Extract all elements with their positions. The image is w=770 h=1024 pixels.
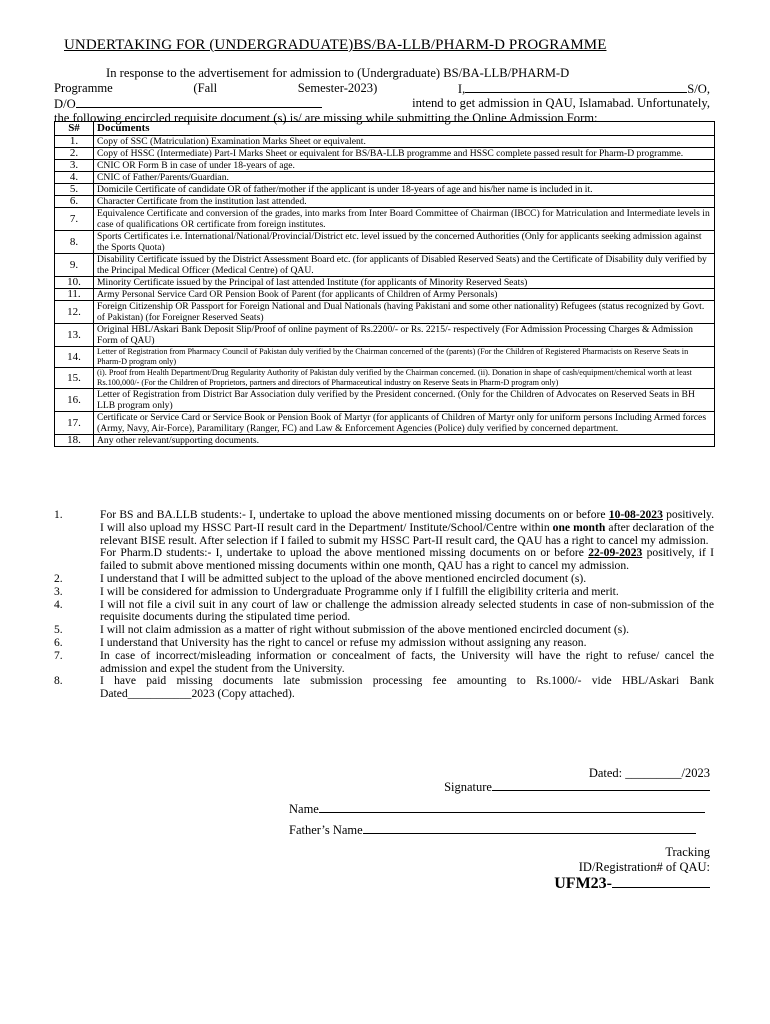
intro-semester: Semester-2023)	[297, 81, 378, 95]
intro-i: I,	[457, 82, 466, 96]
pharmd-deadline-date: 22-09-2023	[588, 546, 643, 560]
table-row	[55, 254, 715, 277]
table-row	[55, 289, 715, 301]
undertaking-item	[54, 650, 714, 676]
tracking-label-2: ID/Registration# of QAU:	[578, 860, 710, 874]
table-header-row	[55, 122, 715, 136]
undertaking-number: 7.	[54, 648, 63, 662]
row-number[interactable]: 1.	[55, 136, 94, 148]
undertaking-text: I understand that I will be admitted subject to the upload of the above mentioned encircled document (s).	[100, 571, 587, 585]
signature-label: Signature	[444, 780, 492, 794]
ufm-label: UFM23-	[554, 875, 612, 892]
row-document-text: Copy of HSSC (Intermediate) Part-I Marks Sheet or equivalent for BS/BA-LLB programme and HSSC complete passed result for Pharm-D programme.	[94, 148, 715, 160]
row-document-text: CNIC of Father/Parents/Guardian.	[94, 172, 715, 184]
row-number[interactable]: 2.	[55, 148, 94, 160]
row-number[interactable]: 4.	[55, 172, 94, 184]
table-row	[55, 231, 715, 254]
row-document-text: Original HBL/Askari Bank Deposit Slip/Proof of online payment of Rs.2200/- or Rs. 2215/- respectively (For Admission Processing Charges & Admission Form of QAU)	[94, 324, 715, 347]
row-number[interactable]: 16.	[55, 389, 94, 412]
row-number[interactable]: 17.	[55, 412, 94, 435]
table-row	[55, 277, 715, 289]
header-documents: Documents	[94, 122, 715, 136]
row-number[interactable]: 10.	[55, 277, 94, 289]
intro-line-4: the following encircled requisite document (s) is/ are missing while submitting the Online Admission Form:	[54, 111, 598, 125]
undertaking-number: 5.	[54, 623, 63, 637]
undertaking-text: positively, if I failed to submit above mentioned missing documents within one month, QAU has a right to cancel my admission.	[100, 546, 715, 573]
undertaking-number: 1.	[54, 508, 63, 521]
undertaking-text: I understand that University has the right to cancel or refuse my admission without assigning any reason.	[100, 635, 587, 649]
row-document-text: Foreign Citizenship OR Passport for Foreign National and Dual Nationals (having Pakistani and some other nationality) Refugees (status recognized by Govt. of Pakistan) (for Foreigner Reserved Seats)	[94, 301, 715, 324]
row-document-text: Equivalence Certificate and conversion of the grades, into marks from Inter Board Committee of Chairman (IBCC) for Matriculation and Intermediate levels in case of qualifications OR certificate from foreign institutes.	[94, 208, 715, 231]
row-number[interactable]: 11.	[55, 289, 94, 301]
row-document-text: Minority Certificate issued by the Principal of last attended Institute (for applicants of Minority Reserved Seats)	[94, 277, 715, 289]
undertaking-item	[54, 509, 714, 547]
one-month-emphasis: one month	[552, 520, 606, 534]
table-row	[55, 172, 715, 184]
row-number[interactable]: 6.	[55, 196, 94, 208]
row-number[interactable]: 9.	[55, 254, 94, 277]
bs-deadline-date: 10-08-2023	[608, 508, 663, 521]
undertaking-item-pharmd	[54, 547, 714, 573]
table-row	[55, 412, 715, 435]
table-row	[55, 208, 715, 231]
intro-so: S/O,	[687, 82, 710, 96]
table-row	[55, 148, 715, 160]
table-row	[55, 435, 715, 447]
dated-field[interactable]: Dated: _________/2023	[588, 766, 710, 780]
applicant-name-blank[interactable]	[465, 81, 687, 93]
intro-line-3: intend to get admission in QAU, Islamabad. Unfortunately,	[412, 96, 710, 110]
header-sn: S#	[55, 122, 94, 136]
undertaking-number: 2.	[54, 571, 63, 585]
undertaking-item	[54, 573, 714, 586]
row-document-text: Disability Certificate issued by the District Assessment Board etc. (for applicants of Disabled Reserved Seats) and the Certificate of Disability duly verified by the Principal Medical Officer (Medical Centre) of QAU.	[94, 254, 715, 277]
undertaking-text: In case of incorrect/misleading information or concealment of facts, the University will have the right to refuse/ cancel the admission and expel the student from the University.	[100, 648, 714, 675]
row-number[interactable]: 12.	[55, 301, 94, 324]
row-document-text: Character Certificate from the institution last attended.	[94, 196, 715, 208]
undertaking-text: I have paid missing documents late submission processing fee amounting to Rs.1000/- vide HBL/Askari Bank Dated___________2023 (Copy attached).	[100, 674, 714, 701]
row-number[interactable]: 15.	[55, 368, 94, 389]
name-field[interactable]	[289, 801, 705, 817]
table-row	[55, 196, 715, 208]
row-document-text: Letter of Registration from District Bar Association duly verified by the President concerned. (Only for the Children of Advocates on Reserved Seats in BH LLB program only)	[94, 389, 715, 412]
row-number[interactable]: 5.	[55, 184, 94, 196]
undertaking-number: 4.	[54, 597, 63, 611]
father-name-blank[interactable]	[363, 822, 696, 834]
row-number[interactable]: 18.	[55, 435, 94, 447]
row-document-text: Any other relevant/supporting documents.	[94, 435, 715, 447]
table-row	[55, 389, 715, 412]
row-number[interactable]: 14.	[55, 347, 94, 368]
intro-line-1: In response to the advertisement for admission to (Undergraduate) BS/BA-LLB/PHARM-D	[106, 66, 570, 80]
undertaking-item	[54, 599, 714, 625]
ufm-tracking-field[interactable]	[554, 874, 710, 893]
intro-paragraph	[54, 66, 710, 126]
row-number[interactable]: 13.	[55, 324, 94, 347]
undertaking-text: For BS and BA.LLB students:- I, undertake to upload the above mentioned missing documents on or before	[100, 508, 609, 521]
undertaking-text: positively. I will also upload my HSSC Part-II result card in the Department/ Institute/School/Centre within	[100, 508, 714, 534]
row-document-text: Army Personal Service Card OR Pension Book of Parent (for applicants of Children of Army Personals)	[94, 289, 715, 301]
table-row	[55, 136, 715, 148]
undertaking-item	[54, 586, 714, 599]
row-document-text: Letter of Registration from Pharmacy Council of Pakistan duly verified by the Chairman concerned of the (parents) (For the Children of Registered Pharmacists on Reserve Seats in Pharm-D program only)	[94, 347, 715, 368]
row-document-text: Domicile Certificate of candidate OR of father/mother if the applicant is under 18-years of age and his/her name is included in it.	[94, 184, 715, 196]
undertaking-text: I will not file a civil suit in any court of law or challenge the admission already selected students in case of non-submission of the requisite documents during the stipulated time period.	[100, 597, 714, 624]
page-title: UNDERTAKING FOR (UNDERGRADUATE)BS/BA-LLB/PHARM-D PROGRAMME	[64, 37, 607, 53]
undertaking-number: 8.	[54, 674, 63, 688]
row-document-text: Certificate or Service Card or Service Book or Pension Book of Martyr (for applicants of Children of Martyr only for uniform persons Including Armed forces (Army, Navy, Air-Force), Paramilitary (Ranger, FC) and Law & Enforcement Agencies (Police) duly verified by concerned department.	[94, 412, 715, 435]
father-name-label: Father’s Name	[289, 823, 363, 837]
table-row	[55, 324, 715, 347]
undertaking-text: For Pharm.D students:- I, undertake to upload the above mentioned missing documents on or before	[100, 546, 589, 560]
undertaking-number: 3.	[54, 584, 63, 598]
undertakings-list	[54, 509, 714, 701]
intro-fall: (Fall	[193, 81, 218, 95]
intro-do: D/O	[54, 97, 76, 111]
table-row	[55, 347, 715, 368]
row-document-text: Copy of SSC (Matriculation) Examination Marks Sheet or equivalent.	[94, 136, 715, 148]
intro-programme: Programme	[54, 81, 113, 95]
signature-blank[interactable]	[492, 779, 710, 791]
row-number[interactable]: 3.	[55, 160, 94, 172]
parent-name-blank[interactable]	[76, 96, 322, 108]
name-label: Name	[289, 802, 319, 816]
father-name-field[interactable]	[289, 822, 696, 838]
undertaking-item	[54, 637, 714, 650]
undertaking-text: after declaration of the relevant BISE result. After selection if I failed to submit my HSSC Part-II result card, the QAU has a right to cancel my admission.	[100, 520, 714, 547]
undertaking-item	[54, 675, 714, 701]
undertaking-text: I will not claim admission as a matter of right without submission of the above mentioned encircled document (s).	[100, 623, 630, 637]
row-document-text: (i). Proof from Health Department/Drug Regularity Authority of Pakistan duly verified by the Chairman concerned. (ii). Donation in shape of cash/equipment/chemical worth at least Rs.100,000/- (For the Children of Proprietors, partners and directors of Pharmaceutical industry on Reserve Seats in Pharm-D program only)	[94, 368, 715, 389]
ufm-blank[interactable]	[612, 874, 710, 888]
undertaking-text: I will be considered for admission to Undergraduate Programme only if I fulfill the eligibility criteria and merit.	[100, 584, 619, 598]
documents-table	[54, 121, 715, 447]
row-number[interactable]: 7.	[55, 208, 94, 231]
signature-field[interactable]	[444, 779, 710, 795]
table-row	[55, 368, 715, 389]
table-row	[55, 160, 715, 172]
table-row	[55, 301, 715, 324]
row-document-text: CNIC OR Form B in case of under 18-years of age.	[94, 160, 715, 172]
row-number[interactable]: 8.	[55, 231, 94, 254]
table-row	[55, 184, 715, 196]
name-blank[interactable]	[319, 801, 705, 813]
tracking-label-1: Tracking	[665, 845, 710, 859]
undertaking-number: 6.	[54, 635, 63, 649]
row-document-text: Sports Certificates i.e. International/National/Provincial/District etc. level issued by the concerned Authorities (Only for applicants seeking admission against the Sports Quota)	[94, 231, 715, 254]
